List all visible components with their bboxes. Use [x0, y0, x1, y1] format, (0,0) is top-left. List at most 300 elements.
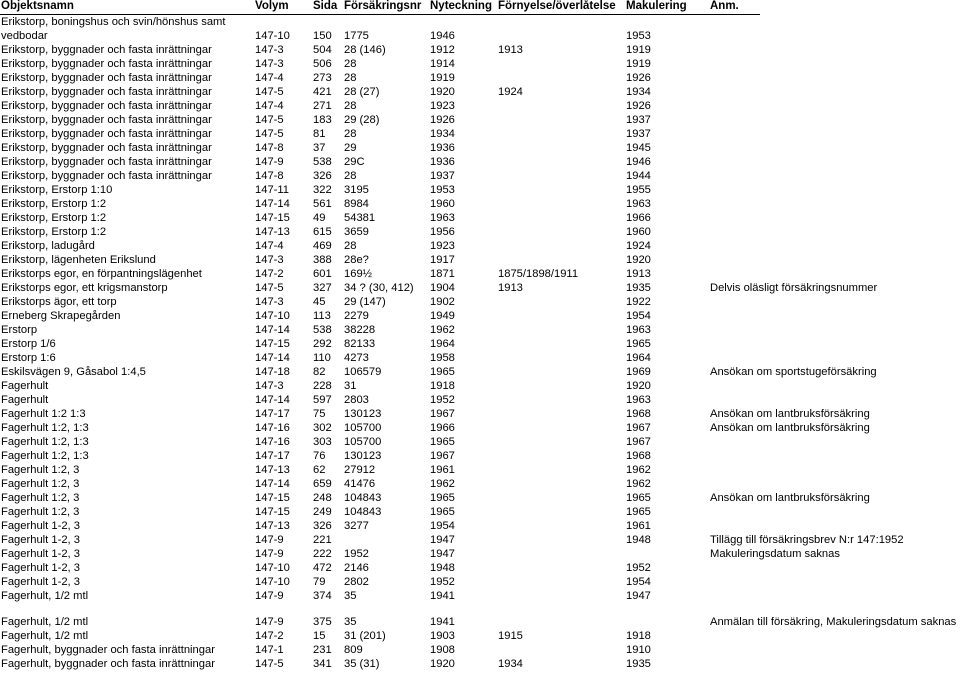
cell-volym: 147-15: [255, 492, 290, 504]
cell-sida: 326: [313, 170, 332, 182]
cell-fornyelse: 1934: [498, 658, 523, 670]
cell-objektsnamn: Erstorp 1:6: [1, 352, 56, 364]
cell-forsakringsnr: 28: [344, 240, 357, 252]
cell-sida: 273: [313, 72, 332, 84]
cell-forsakringsnr: 34 ? (30, 412): [344, 282, 414, 294]
table-row: [0, 225, 960, 239]
cell-nyteckning: 1960: [430, 198, 455, 210]
cell-volym: 147-15: [255, 338, 290, 350]
cell-volym: 147-2: [255, 630, 284, 642]
cell-nyteckning: 1962: [430, 478, 455, 490]
cell-anm: Ansökan om lantbruksförsäkring: [710, 408, 870, 420]
cell-objektsnamn: Fagerhult 1:2, 3: [1, 506, 80, 518]
header-makulering: Makulering: [626, 0, 687, 12]
cell-sida: 183: [313, 114, 332, 126]
cell-objektsnamn: Fagerhult, 1/2 mtl: [1, 590, 89, 602]
cell-objektsnamn: Fagerhult 1:2, 3: [1, 464, 80, 476]
cell-nyteckning: 1917: [430, 254, 455, 266]
cell-makulering: 1967: [626, 436, 651, 448]
cell-nyteckning: 1941: [430, 616, 455, 628]
cell-nyteckning: 1965: [430, 492, 455, 504]
table-row: [0, 561, 960, 575]
cell-nyteckning: 1926: [430, 114, 455, 126]
cell-objektsnamn: Erikstorp, byggnader och fasta inrättningar: [1, 128, 212, 140]
cell-objektsnamn: Erikstorp, byggnader och fasta inrättningar: [1, 156, 212, 168]
cell-forsakringsnr: 28 (27): [344, 86, 380, 98]
cell-volym: 147-10: [255, 310, 290, 322]
cell-nyteckning: 1937: [430, 170, 455, 182]
cell-objektsnamn: Erikstorp, byggnader och fasta inrättningar: [1, 44, 212, 56]
cell-anm: Ansökan om sportstugeförsäkring: [710, 366, 877, 378]
cell-volym: 147-11: [255, 184, 290, 196]
cell-forsakringsnr: 105700: [344, 436, 382, 448]
header-sida: Sida: [313, 0, 338, 12]
cell-volym: 147-3: [255, 44, 284, 56]
cell-forsakringsnr: 104843: [344, 506, 382, 518]
table-row: [0, 127, 960, 141]
table-row: [0, 435, 960, 449]
cell-forsakringsnr: 105700: [344, 422, 382, 434]
cell-nyteckning: 1961: [430, 464, 455, 476]
cell-volym: 147-9: [255, 590, 284, 602]
cell-makulering: 1918: [626, 630, 651, 642]
cell-volym: 147-9: [255, 156, 284, 168]
cell-nyteckning: 1954: [430, 520, 455, 532]
cell-volym: 147-5: [255, 658, 284, 670]
table-row: [0, 43, 960, 57]
cell-volym: 147-17: [255, 450, 290, 462]
cell-objektsnamn: Fagerhult 1:2, 3: [1, 492, 80, 504]
cell-volym: 147-5: [255, 86, 284, 98]
cell-objektsnamn: Erikstorp, byggnader och fasta inrättningar: [1, 142, 212, 154]
table-row: [0, 71, 960, 85]
table-row: [0, 615, 960, 629]
cell-sida: 113: [313, 310, 331, 322]
cell-objektsnamn: Eskilsvägen 9, Gåsabol 1:4,5: [1, 366, 146, 378]
cell-objektsnamn: Erikstorp, Erstorp 1:2: [1, 226, 107, 238]
cell-volym: 147-14: [255, 324, 290, 336]
cell-makulering: 1944: [626, 170, 651, 182]
cell-volym: 147-1: [255, 644, 284, 656]
cell-makulering: 1946: [626, 156, 651, 168]
cell-volym: 147-5: [255, 282, 284, 294]
cell-forsakringsnr: 28: [344, 100, 357, 112]
cell-sida: 615: [313, 226, 332, 238]
cell-sida: 341: [313, 658, 332, 670]
cell-objektsnamn: Fagerhult, 1/2 mtl: [1, 616, 89, 628]
cell-objektsnamn: Erikstorp, boningshus och svin/hönshus samt: [1, 16, 226, 28]
cell-sida: 49: [313, 212, 326, 224]
table-row: [0, 113, 960, 127]
cell-forsakringsnr: 3659: [344, 226, 369, 238]
cell-volym: 147-9: [255, 534, 284, 546]
cell-makulering: 1935: [626, 658, 651, 670]
table-row: [0, 211, 960, 225]
table-row: [0, 491, 960, 505]
table-row: [0, 169, 960, 183]
cell-sida: 326: [313, 520, 332, 532]
cell-nyteckning: 1941: [430, 590, 455, 602]
cell-makulering: 1953: [626, 30, 651, 42]
cell-nyteckning: 1920: [430, 658, 455, 670]
cell-anm: Delvis oläsligt försäkringsnummer: [710, 282, 878, 294]
table-row: [0, 85, 960, 99]
cell-objektsnamn: Erikstorps ägor, ett torp: [1, 296, 117, 308]
table-row: [0, 421, 960, 435]
table-row: [0, 183, 960, 197]
cell-nyteckning: 1912: [430, 44, 455, 56]
cell-objektsnamn: Fagerhult: [1, 380, 49, 392]
table-row: [0, 29, 960, 43]
cell-objektsnamn: Fagerhult 1-2, 3: [1, 576, 80, 588]
cell-volym: 147-8: [255, 142, 284, 154]
table-row: [0, 477, 960, 491]
cell-forsakringsnr: 1952: [344, 548, 369, 560]
cell-nyteckning: 1923: [430, 100, 455, 112]
cell-volym: 147-18: [255, 366, 290, 378]
cell-objektsnamn: Erikstorp, byggnader och fasta inrättningar: [1, 72, 212, 84]
cell-anm: Anmälan till försäkring, Makuleringsdatum saknas: [710, 616, 957, 628]
table-row: [0, 449, 960, 463]
cell-volym: 147-8: [255, 170, 284, 182]
table-row: [0, 463, 960, 477]
cell-volym: 147-4: [255, 100, 284, 112]
table-row: [0, 197, 960, 211]
cell-forsakringsnr: 29: [344, 142, 357, 154]
table-row: [0, 267, 960, 281]
cell-objektsnamn: Fagerhult, byggnader och fasta inrättningar: [1, 644, 215, 656]
cell-makulering: 1961: [626, 520, 651, 532]
cell-objektsnamn: Fagerhult 1-2, 3: [1, 562, 80, 574]
cell-objektsnamn: Erikstorp, ladugård: [1, 240, 95, 252]
cell-objektsnamn: Fagerhult 1-2, 3: [1, 534, 80, 546]
cell-objektsnamn: Erstorp: [1, 324, 38, 336]
cell-volym: 147-9: [255, 616, 284, 628]
cell-makulering: 1969: [626, 366, 651, 378]
cell-objektsnamn: Fagerhult 1:2, 1:3: [1, 436, 89, 448]
cell-volym: 147-10: [255, 576, 290, 588]
cell-forsakringsnr: 35: [344, 616, 357, 628]
cell-forsakringsnr: 31 (201): [344, 630, 386, 642]
cell-forsakringsnr: 38228: [344, 324, 376, 336]
cell-volym: 147-4: [255, 72, 284, 84]
cell-makulering: 1947: [626, 590, 651, 602]
table-row: [0, 657, 960, 671]
table-row: [0, 629, 960, 643]
cell-objektsnamn: Fagerhult 1-2, 3: [1, 520, 80, 532]
table-row: [0, 505, 960, 519]
cell-objektsnamn: Fagerhult 1:2, 3: [1, 478, 80, 490]
cell-nyteckning: 1956: [430, 226, 455, 238]
cell-forsakringsnr: 1775: [344, 30, 369, 42]
cell-volym: 147-9: [255, 548, 284, 560]
cell-sida: 228: [313, 380, 332, 392]
cell-nyteckning: 1958: [430, 352, 455, 364]
cell-volym: 147-16: [255, 422, 290, 434]
table-row: [0, 547, 960, 561]
cell-forsakringsnr: 28: [344, 58, 357, 70]
cell-nyteckning: 1904: [430, 282, 455, 294]
table-row: [0, 253, 960, 267]
cell-objektsnamn: Fagerhult 1:2, 1:3: [1, 422, 89, 434]
cell-makulering: 1964: [626, 352, 651, 364]
cell-nyteckning: 1953: [430, 184, 455, 196]
table-row: [0, 281, 960, 295]
cell-forsakringsnr: 28: [344, 72, 357, 84]
cell-makulering: 1919: [626, 44, 651, 56]
cell-sida: 81: [313, 128, 326, 140]
cell-volym: 147-2: [255, 268, 284, 280]
cell-sida: 469: [313, 240, 332, 252]
cell-objektsnamn: Erikstorp, lägenheten Erikslund: [1, 254, 156, 266]
cell-makulering: 1960: [626, 226, 651, 238]
cell-sida: 222: [313, 548, 332, 560]
cell-fornyelse: 1924: [498, 86, 523, 98]
cell-nyteckning: 1966: [430, 422, 455, 434]
table-row: [0, 643, 960, 657]
cell-forsakringsnr: 28: [344, 128, 357, 140]
cell-makulering: 1968: [626, 408, 651, 420]
cell-makulering: 1963: [626, 324, 651, 336]
cell-forsakringsnr: 28: [344, 170, 357, 182]
cell-nyteckning: 1947: [430, 534, 455, 546]
cell-makulering: 1967: [626, 422, 651, 434]
table-row: [0, 309, 960, 323]
cell-sida: 248: [313, 492, 332, 504]
cell-forsakringsnr: 28e?: [344, 254, 369, 266]
cell-sida: 504: [313, 44, 332, 56]
cell-objektsnamn: Fagerhult 1:2, 1:3: [1, 450, 89, 462]
cell-forsakringsnr: 3277: [344, 520, 369, 532]
cell-sida: 327: [313, 282, 332, 294]
table-row: [0, 393, 960, 407]
cell-makulering: 1937: [626, 114, 651, 126]
cell-makulering: 1965: [626, 338, 651, 350]
cell-forsakringsnr: 809: [344, 644, 363, 656]
table-row: [0, 15, 960, 29]
cell-forsakringsnr: 2802: [344, 576, 369, 588]
cell-makulering: 1965: [626, 492, 651, 504]
cell-objektsnamn: Erikstorp, byggnader och fasta inrättningar: [1, 114, 212, 126]
cell-forsakringsnr: 28 (146): [344, 44, 386, 56]
cell-forsakringsnr: 2146: [344, 562, 369, 574]
cell-volym: 147-14: [255, 198, 290, 210]
table-row: [0, 533, 960, 547]
cell-makulering: 1955: [626, 184, 651, 196]
cell-nyteckning: 1920: [430, 86, 455, 98]
cell-forsakringsnr: 31: [344, 380, 357, 392]
cell-makulering: 1926: [626, 100, 651, 112]
cell-sida: 271: [313, 100, 332, 112]
cell-nyteckning: 1934: [430, 128, 455, 140]
cell-sida: 62: [313, 464, 326, 476]
cell-objektsnamn: Erikstorps egor, en förpantningslägenhet: [1, 268, 202, 280]
cell-objektsnamn: Erikstorps egor, ett krigsmanstorp: [1, 282, 168, 294]
header-nyteckning: Nyteckning: [430, 0, 492, 12]
cell-sida: 150: [313, 30, 332, 42]
header-fornyelse: Förnyelse/överlåtelse: [498, 0, 616, 12]
cell-volym: 147-5: [255, 114, 284, 126]
cell-fornyelse: 1915: [498, 630, 523, 642]
cell-forsakringsnr: 130123: [344, 408, 382, 420]
cell-forsakringsnr: 35: [344, 590, 357, 602]
cell-forsakringsnr: 2803: [344, 394, 369, 406]
cell-makulering: 1920: [626, 380, 651, 392]
cell-makulering: 1937: [626, 128, 651, 140]
cell-volym: 147-3: [255, 58, 284, 70]
cell-makulering: 1934: [626, 86, 651, 98]
table-row: [0, 295, 960, 309]
cell-forsakringsnr: 104843: [344, 492, 382, 504]
cell-nyteckning: 1914: [430, 58, 455, 70]
cell-sida: 388: [313, 254, 332, 266]
cell-volym: 147-15: [255, 506, 290, 518]
table-row: [0, 57, 960, 71]
cell-fornyelse: 1913: [498, 282, 523, 294]
cell-sida: 322: [313, 184, 332, 196]
cell-volym: 147-14: [255, 394, 290, 406]
cell-sida: 538: [313, 324, 332, 336]
cell-makulering: 1924: [626, 240, 651, 252]
cell-sida: 45: [313, 296, 326, 308]
cell-volym: 147-14: [255, 352, 290, 364]
table-row: [0, 519, 960, 533]
cell-nyteckning: 1952: [430, 394, 455, 406]
cell-makulering: 1920: [626, 254, 651, 266]
cell-nyteckning: 1923: [430, 240, 455, 252]
cell-volym: 147-4: [255, 240, 284, 252]
cell-nyteckning: 1871: [430, 268, 455, 280]
cell-objektsnamn: Erstorp 1/6: [1, 338, 56, 350]
cell-volym: 147-14: [255, 478, 290, 490]
cell-objektsnamn: Erneberg Skrapegården: [1, 310, 121, 322]
cell-forsakringsnr: 2279: [344, 310, 369, 322]
cell-objektsnamn: Erikstorp, Erstorp 1:10: [1, 184, 113, 196]
cell-makulering: 1945: [626, 142, 651, 154]
cell-objektsnamn: Fagerhult 1-2, 3: [1, 548, 80, 560]
table-row: [0, 99, 960, 113]
cell-sida: 302: [313, 422, 332, 434]
cell-anm: Ansökan om lantbruksförsäkring: [710, 422, 870, 434]
cell-sida: 82: [313, 366, 326, 378]
cell-sida: 659: [313, 478, 332, 490]
cell-volym: 147-3: [255, 254, 284, 266]
table-row: [0, 155, 960, 169]
cell-nyteckning: 1947: [430, 548, 455, 560]
cell-sida: 506: [313, 58, 332, 70]
cell-makulering: 1965: [626, 506, 651, 518]
cell-makulering: 1962: [626, 464, 651, 476]
cell-sida: 374: [313, 590, 332, 602]
cell-makulering: 1926: [626, 72, 651, 84]
cell-anm: Tillägg till försäkringsbrev N:r 147:1952: [710, 534, 904, 546]
cell-forsakringsnr: 3195: [344, 184, 369, 196]
table-row: [0, 575, 960, 589]
cell-objektsnamn: Erikstorp, byggnader och fasta inrättningar: [1, 100, 212, 112]
cell-sida: 538: [313, 156, 332, 168]
cell-forsakringsnr: 8984: [344, 198, 369, 210]
cell-sida: 231: [313, 644, 332, 656]
cell-objektsnamn: vedbodar: [1, 30, 48, 42]
cell-nyteckning: 1902: [430, 296, 455, 308]
cell-makulering: 1963: [626, 394, 651, 406]
cell-volym: 147-13: [255, 464, 290, 476]
cell-objektsnamn: Fagerhult: [1, 394, 49, 406]
cell-makulering: 1966: [626, 212, 651, 224]
cell-sida: 79: [313, 576, 326, 588]
cell-nyteckning: 1963: [430, 212, 455, 224]
header-forsakringsnr: Försäkringsnr: [344, 0, 422, 12]
cell-nyteckning: 1919: [430, 72, 455, 84]
cell-makulering: 1968: [626, 450, 651, 462]
cell-nyteckning: 1965: [430, 366, 455, 378]
cell-nyteckning: 1948: [430, 562, 455, 574]
header-volym: Volym: [255, 0, 289, 12]
cell-volym: 147-15: [255, 212, 290, 224]
cell-sida: 110: [313, 352, 331, 364]
cell-sida: 249: [313, 506, 332, 518]
table-row: [0, 589, 960, 603]
cell-forsakringsnr: 29 (147): [344, 296, 386, 308]
cell-sida: 601: [313, 268, 332, 280]
cell-sida: 472: [313, 562, 332, 574]
table-row: [0, 323, 960, 337]
cell-forsakringsnr: 41476: [344, 478, 376, 490]
cell-makulering: 1962: [626, 478, 651, 490]
cell-objektsnamn: Erikstorp, Erstorp 1:2: [1, 212, 107, 224]
cell-volym: 147-3: [255, 380, 284, 392]
header-anm: Anm.: [710, 0, 739, 12]
cell-makulering: 1952: [626, 562, 651, 574]
cell-objektsnamn: Fagerhult, byggnader och fasta inrättningar: [1, 658, 215, 670]
cell-objektsnamn: Erikstorp, Erstorp 1:2: [1, 198, 107, 210]
cell-nyteckning: 1918: [430, 380, 455, 392]
cell-anm: Makuleringsdatum saknas: [710, 548, 840, 560]
cell-sida: 37: [313, 142, 326, 154]
cell-makulering: 1954: [626, 576, 651, 588]
cell-sida: 561: [313, 198, 332, 210]
cell-forsakringsnr: 27912: [344, 464, 376, 476]
cell-volym: 147-5: [255, 128, 284, 140]
cell-forsakringsnr: 29 (28): [344, 114, 380, 126]
cell-makulering: 1922: [626, 296, 651, 308]
cell-makulering: 1963: [626, 198, 651, 210]
cell-makulering: 1913: [626, 268, 651, 280]
cell-forsakringsnr: 169½: [344, 268, 372, 280]
cell-nyteckning: 1946: [430, 30, 455, 42]
cell-volym: 147-10: [255, 30, 290, 42]
cell-sida: 303: [313, 436, 332, 448]
cell-forsakringsnr: 106579: [344, 366, 382, 378]
cell-sida: 75: [313, 408, 326, 420]
cell-fornyelse: 1875/1898/1911: [498, 268, 579, 280]
cell-sida: 15: [313, 630, 326, 642]
cell-volym: 147-17: [255, 408, 290, 420]
cell-objektsnamn: Erikstorp, byggnader och fasta inrättningar: [1, 58, 212, 70]
table-row: [0, 351, 960, 365]
cell-sida: 221: [313, 534, 332, 546]
table-row: [0, 141, 960, 155]
cell-sida: 421: [313, 86, 332, 98]
cell-sida: 76: [313, 450, 326, 462]
cell-forsakringsnr: 54381: [344, 212, 376, 224]
cell-forsakringsnr: 29C: [344, 156, 365, 168]
cell-anm: Ansökan om lantbruksförsäkring: [710, 492, 870, 504]
cell-nyteckning: 1936: [430, 156, 455, 168]
cell-fornyelse: 1913: [498, 44, 523, 56]
header-objektsnamn: Objektsnamn: [1, 0, 74, 12]
cell-sida: 375: [313, 616, 332, 628]
